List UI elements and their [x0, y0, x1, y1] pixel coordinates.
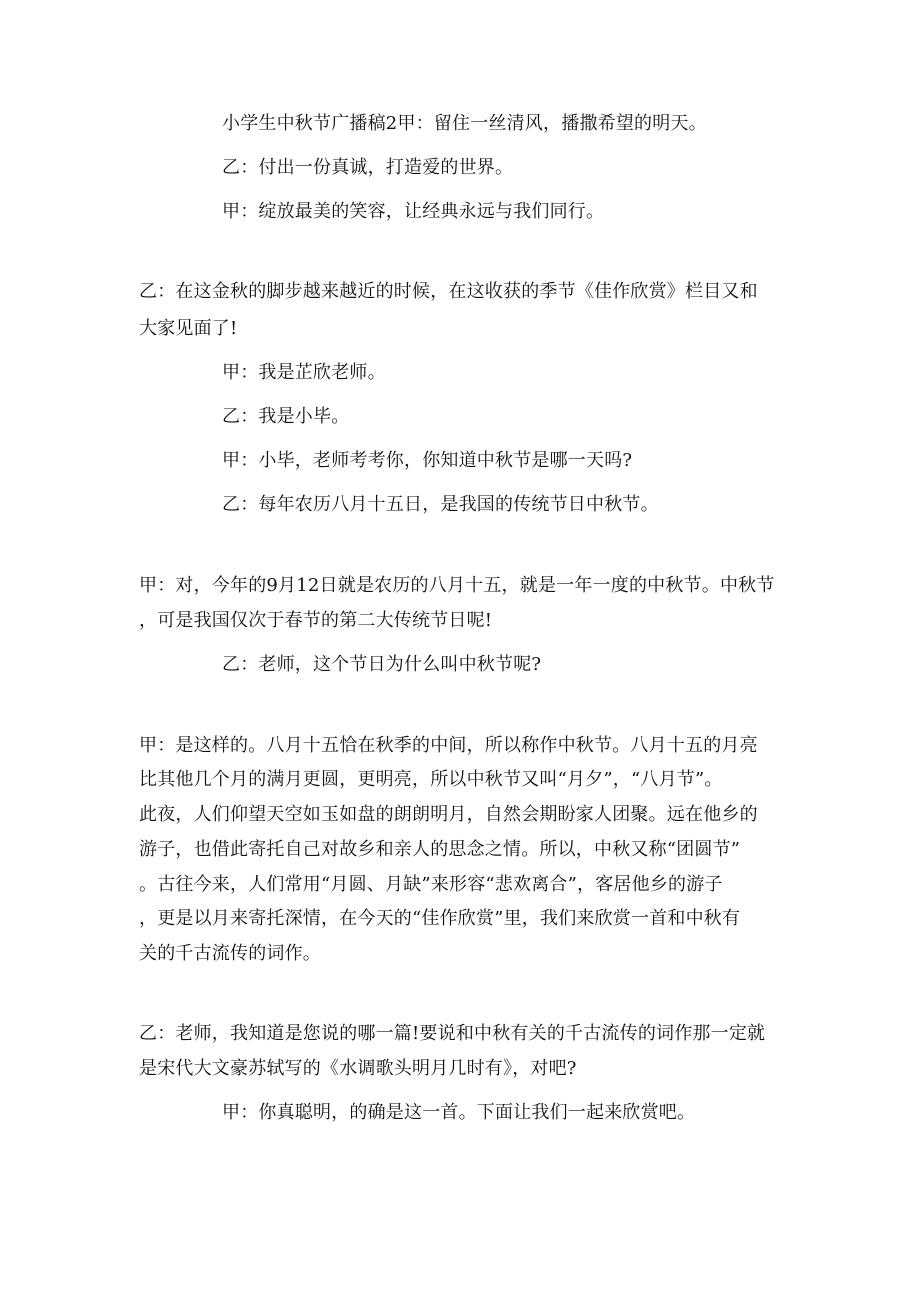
text-line-3: 甲：绽放最美的笑容，让经典永远与我们同行。 [222, 201, 605, 222]
text-line-8: 甲：小毕，老师考考你，你知道中秋节是哪一天吗? [222, 450, 633, 471]
text-line-22: 甲：你真聪明，的确是这一首。下面让我们一起来欣赏吧。 [222, 1102, 696, 1123]
text-line-18: ，更是以月来寄托深情，在今天的“佳作欣赏”里，我们来欣赏一首和中秋有 [139, 908, 741, 929]
text-line-19: 关的千古流传的词作。 [139, 943, 321, 964]
text-line-10: 甲：对，今年的9月12日就是农历的八月十五，就是一年一度的中秋节。中秋节 [139, 575, 775, 596]
text-line-12: 乙：老师，这个节日为什么叫中秋节呢? [222, 654, 542, 675]
text-line-16: 游子，也借此寄托自己对故乡和亲人的思念之情。所以，中秋又称“团圆节” [139, 839, 741, 860]
text-line-20: 乙：老师，我知道是您说的哪一篇!要说和中秋有关的千古流传的词作那一定就 [139, 1023, 766, 1044]
text-line-14: 比其他几个月的满月更圆，更明亮，所以中秋节又叫“月夕”，“八月节”。 [139, 769, 723, 790]
text-line-5: 大家见面了! [139, 318, 238, 339]
text-line-1: 小学生中秋节广播稿2甲：留住一丝清风，播撒希望的明天。 [222, 113, 707, 134]
text-line-21: 是宋代大文豪苏轼写的《水调歌头明月几时有》，对吧? [139, 1058, 577, 1079]
text-line-9: 乙：每年农历八月十五日，是我国的传统节日中秋节。 [222, 494, 659, 515]
text-line-2: 乙：付出一份真诚，打造爱的世界。 [222, 157, 514, 178]
text-line-13: 甲：是这样的。八月十五恰在秋季的中间，所以称作中秋节。八月十五的月亮 [139, 735, 758, 756]
text-line-11: ，可是我国仅次于春节的第二大传统节日呢! [139, 610, 493, 631]
text-line-15: 此夜，人们仰望天空如玉如盘的朗朗明月，自然会期盼家人团聚。远在他乡的 [139, 804, 758, 825]
text-line-4: 乙：在这金秋的脚步越来越近的时候，在这收获的季节《佳作欣赏》栏目又和 [139, 281, 758, 302]
text-line-17: 。古往今来，人们常用“月圆、月缺”来形容“悲欢离合”，客居他乡的游子 [139, 874, 723, 895]
text-line-7: 乙：我是小毕。 [222, 406, 350, 427]
text-line-6: 甲：我是芷欣老师。 [222, 362, 386, 383]
